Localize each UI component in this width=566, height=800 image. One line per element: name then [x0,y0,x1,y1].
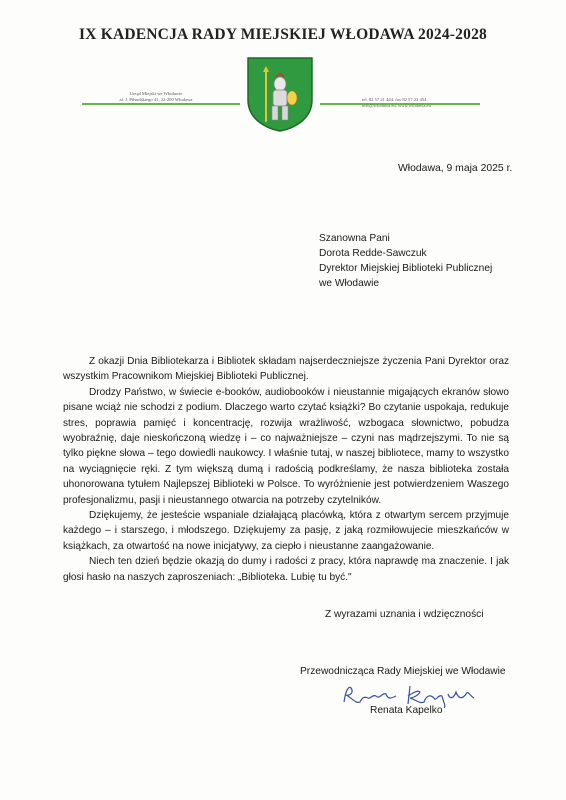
office-address [104,91,208,103]
body-paragraph: Niech ten dzień będzie okazją do dumy i radości z pracy, która naprawdę ma znaczenie. I jak głosi hasło na naszych zaproszeniach: „Biblioteka. Lubię tu być." [63,556,509,583]
address-line: al. J. Piłsudskiego 41, 22-200 Włodawa [119,97,193,102]
header-rule-left [82,103,240,105]
address-line: Urząd Miejski we Włodawie [129,91,183,96]
body-paragraph: Drodzy Państwo, w świecie e-booków, audiobooków i nieustannie migających ekranów słowo pisane wciąż nie schodzi z podium. Dlaczego warto czytać książki? Bo czytanie uspokaja, redukuje stres, poprawia pamięć i koncentrację, rozwija wrażliwość, wzbogaca słownictwo, pobudza wyobraźnię, daje nieskończoną wiedzę i – co najważniejsze – czyni nas mądrzejszymi. To nie są tylko piękne słowa – tego dowiedli naukowcy. I właśnie tutaj, w naszej bibliotece, mamy to wszystko na wyciągnięcie ręki. Z tym większą dumą i radością podkreślamy, że nasza biblioteka została uhonorowana tytułem Najlepszej Biblioteki w Polsce. To wyróżnienie jest potwierdzeniem Waszego profesjonalizmu, pasji i nieustannego otwarcia na potrzeby czytelników. [63,386,509,506]
closing-phrase: Z wyrazami uznania i wdzięczności [325,609,484,620]
recipient-location: we Włodawie [319,278,380,289]
body-paragraph: Dziękujemy, że jesteście wspaniale działającą placówką, która z otwartym sercem przyjmuje każdego – i starszego, i młodszego. Dziękujemy za pasję, z jaką rozmiłowujecie mieszkańców w książkach, za otwartość na nowe inicjatywy, za ciepło i nieustanne zaangażowanie. [63,510,509,552]
recipient-block [319,231,492,291]
body-paragraph: Z okazji Dnia Bibliotekarza i Bibliotek składam najserdeczniejsze życzenia Pani Dyrektor oraz wszystkim Pracownikom Miejskiej Biblioteki Publicznej. [63,356,509,383]
letter-date: Włodawa, 9 maja 2025 r. [398,163,513,174]
recipient-name: Dorota Redde-Sawczuk [319,248,427,259]
contact-line: tel. 82 57 21 444, fax 82 57 22 454 [362,97,427,102]
handwritten-signature [340,680,480,708]
recipient-title: Dyrektor Miejskiej Biblioteki Publicznej [319,263,493,274]
coat-of-arms-icon [246,56,314,132]
signer-name: Renata Kapelko [370,705,443,716]
office-contact [362,97,472,109]
document-title: IX KADENCJA RADY MIEJSKIEJ WŁODAWA 2024-2028 [79,26,487,43]
signer-title: Przewodnicząca Rady Miejskiej we Włodawie [300,666,506,677]
contact-line: info@wlodawa.eu, www.wlodawa.eu [362,103,431,108]
recipient-greeting: Szanowna Pani [319,233,390,244]
letter-body [63,354,509,585]
